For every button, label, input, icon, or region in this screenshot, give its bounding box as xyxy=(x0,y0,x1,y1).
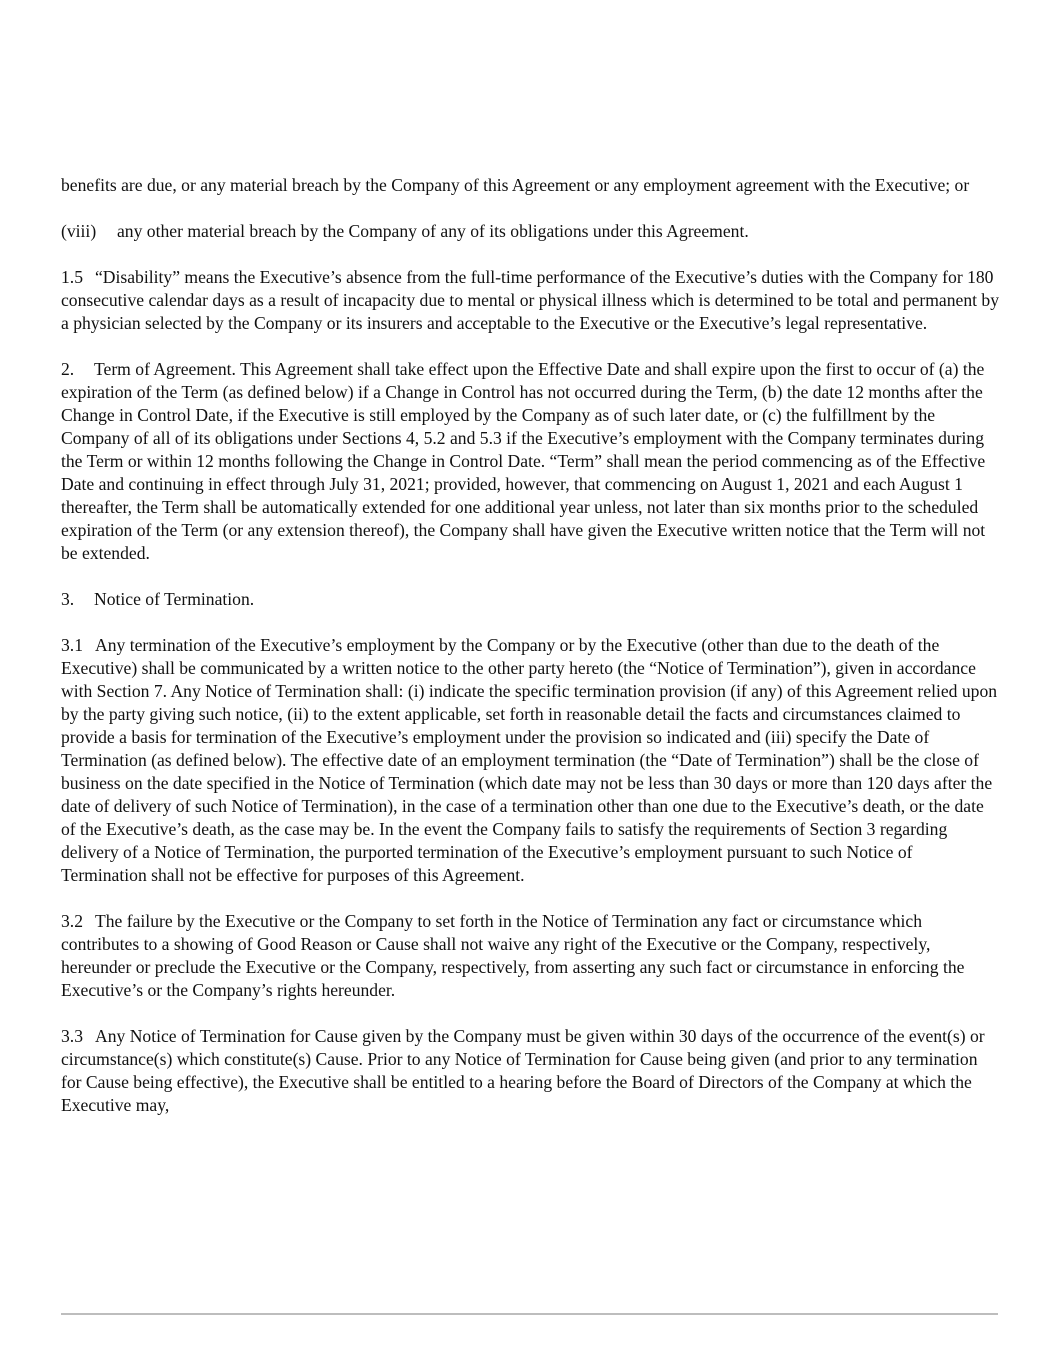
paragraph-text: benefits are due, or any material breach by the Company of this Agreement or any employment agreement with the Executive; or xyxy=(61,175,970,195)
section-1-5 xyxy=(61,266,1001,335)
section-3-3 xyxy=(61,1025,1001,1117)
section-3-2 xyxy=(61,910,1001,1002)
section-text: Any Notice of Termination for Cause given by the Company must be given within 30 days of the occurrence of the event(s) or circumstance(s) which constitute(s) Cause. Prior to any Notice of Termination for Cause being given (and prior to any termination for Cause being effective), the Executive shall be entitled to a hearing before the Board of Directors of the Company at which the Executive may, xyxy=(61,1026,985,1115)
section-text: Term of Agreement. This Agreement shall take effect upon the Effective Date and shall expire upon the first to occur of (a) the expiration of the Term (as defined below) if a Change in Control has not occurred during the Term, (b) the date 12 months after the Change in Control Date, if the Executive is still employed by the Company as of such later date, or (c) the fulfillment by the Company of all of its obligations under Sections 4, 5.2 and 5.3 if the Executive’s employment with the Company terminates during the Term or within 12 months following the Change in Control Date. “Term” shall mean the period commencing as of the Effective Date and continuing in effect through July 31, 2021; provided, however, that commencing on August 1, 2021 and each August 1 thereafter, the Term shall be automatically extended for one additional year unless, not later than six months prior to the scheduled expiration of the Term (or any extension thereof), the Company shall have given the Executive written notice that the Term will not be extended. xyxy=(61,359,986,563)
section-heading: Notice of Termination. xyxy=(94,589,255,609)
clause-text: any other material breach by the Company of any of its obligations under this Agreement. xyxy=(117,221,749,241)
section-3-1 xyxy=(61,634,1001,887)
section-number: 3. xyxy=(61,589,75,609)
paragraph-continuation xyxy=(61,174,1001,197)
footer-divider xyxy=(61,1313,998,1315)
section-number: 3.2 xyxy=(61,911,83,931)
section-number: 2. xyxy=(61,359,75,379)
section-number: 3.1 xyxy=(61,635,83,655)
section-2 xyxy=(61,358,1001,565)
section-text: The failure by the Executive or the Company to set forth in the Notice of Termination any fact or circumstance which contributes to a showing of Good Reason or Cause shall not waive any right of the Executive or the Company, respectively, hereunder or preclude the Executive or the Company, respectively, from asserting any such fact or circumstance in enforcing the Executive’s or the Company’s rights hereunder. xyxy=(61,911,965,1000)
section-3-heading xyxy=(61,588,1001,611)
section-number: 1.5 xyxy=(61,267,83,287)
document-page xyxy=(61,174,1001,1140)
section-number: 3.3 xyxy=(61,1026,83,1046)
section-text: “Disability” means the Executive’s absence from the full-time performance of the Executive’s duties with the Company for 180 consecutive calendar days as a result of incapacity due to mental or physical illness which is determined to be total and permanent by a physician selected by the Company or its insurers and acceptable to the Executive or the Executive’s legal representative. xyxy=(61,267,1000,333)
clause-number: (viii) xyxy=(61,221,97,241)
section-text: Any termination of the Executive’s employment by the Company or by the Executive (other than due to the death of the Executive) shall be communicated by a written notice to the other party hereto (the “Notice of Termination”), given in accordance with Section 7. Any Notice of Termination shall: (i) indicate the specific termination provision (if any) of this Agreement relied upon by the party giving such notice, (ii) to the extent applicable, set forth in reasonable detail the facts and circumstances claimed to provide a basis for termination of the Executive’s employment under the provision so indicated and (iii) specify the Date of Termination (as defined below). The effective date of an employment termination (the “Date of Termination”) shall be the close of business on the date specified in the Notice of Termination (which date may not be less than 30 days or more than 120 days after the date of delivery of such Notice of Termination), in the case of a termination other than one due to the Executive’s death, or the date of the Executive’s death, as the case may be. In the event the Company fails to satisfy the requirements of Section 3 regarding delivery of a Notice of Termination, the purported termination of the Executive’s employment pursuant to such Notice of Termination shall not be effective for purposes of this Agreement. xyxy=(61,635,998,885)
clause-viii xyxy=(61,220,1001,243)
